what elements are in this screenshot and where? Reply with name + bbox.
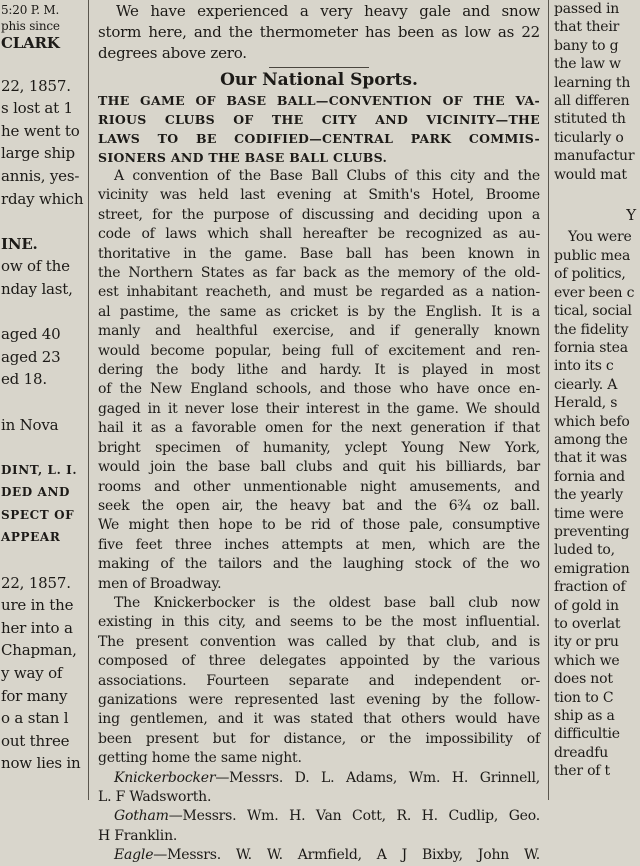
right-column-line: ever been c: [554, 284, 635, 301]
right-column-line: of politics,: [554, 266, 626, 283]
body-line: The Knickerbocker is the oldest base ball club now: [114, 594, 540, 611]
club-delegates: —Messrs. D. L. Adams, Wm. H. Grinnell,: [215, 769, 540, 786]
left-column-line: INE.: [1, 234, 38, 253]
left-column-line: annis, yes-: [1, 166, 80, 185]
right-column-line: You were: [568, 229, 632, 246]
body-line: manly and healthful exercise, and if generally known: [98, 323, 540, 340]
right-column-line: which befo: [554, 413, 630, 430]
left-column-line: large ship: [1, 144, 75, 163]
body-line: composed of three delegates appointed by the various: [98, 653, 540, 670]
body-line: est inhabitant reacheth, and must be regarded as a nation-: [98, 284, 540, 301]
left-column-line: CLARK: [1, 34, 60, 52]
left-column: [0, 0, 82, 800]
body-line: ing gentlemen, and it was stated that others would have: [98, 711, 540, 728]
right-column-line: luded to,: [554, 542, 615, 559]
intro-paragraph: [98, 1, 540, 64]
left-column-text: [0, 0, 82, 775]
left-column-line: 5:20 P. M.: [1, 3, 60, 17]
right-column-line: manufactur: [554, 148, 635, 165]
left-column-line: [1, 301, 82, 324]
body-line: bright specimen of humanity, yclept Young New York,: [98, 439, 540, 456]
right-column-line: to overlat: [554, 616, 621, 632]
right-column-line: ity or pru: [554, 634, 619, 651]
club-delegates: —Messrs. W. W. Armfield, A J Bixby, John W.: [153, 847, 540, 864]
right-column-line: ticularly o: [554, 129, 624, 146]
body-line: getting home the same night.: [98, 750, 302, 767]
left-column-line: phis since: [1, 19, 60, 33]
left-column-line: now lies in: [1, 754, 81, 773]
club-line: [98, 769, 540, 788]
club-line: [98, 807, 540, 826]
right-column-line: learning th: [554, 74, 631, 91]
left-column-line: ow of the: [1, 257, 70, 276]
right-column-line: the fidelity: [554, 321, 629, 338]
right-column-line: the yearly: [554, 487, 623, 504]
right-column-line: fornia stea: [554, 339, 628, 356]
club-delegates: H Franklin.: [98, 827, 178, 844]
right-column-text: [553, 0, 640, 781]
body-line: A convention of the Base Ball Clubs of this city and the: [114, 168, 540, 184]
club-delegates: L. F Wadsworth.: [98, 789, 212, 805]
right-column-line: tical, social: [554, 303, 632, 320]
body-line: dering the body lithe and hardy. It is played in most: [98, 362, 540, 379]
right-column-line: emigration: [554, 560, 630, 577]
left-column-line: 22, 1857.: [1, 573, 71, 592]
right-column-line: that it was: [554, 450, 627, 467]
left-column-line: 22, 1857.: [1, 76, 71, 95]
left-column-line: he went to: [1, 121, 80, 140]
left-column-line: aged 40: [1, 325, 61, 344]
body-line: The present convention was called by that club, and is: [98, 633, 540, 650]
right-column-line: does not: [554, 671, 613, 688]
right-column-line: fraction of: [554, 579, 626, 596]
right-column-line: difficultie: [554, 726, 620, 743]
intro-line: degrees above zero.: [98, 44, 247, 62]
body-line: men of Broadway.: [98, 575, 222, 592]
right-column-line: that their: [554, 19, 620, 36]
body-line: associations. Fourteen separate and independent or-: [98, 672, 540, 689]
body-line: street, for the purpose of discussing and deciding upon a: [98, 206, 540, 223]
body-line: rooms and other unmentionable night amusements, and: [98, 478, 540, 495]
body-line: code of laws which shall hereafter be recognized as au-: [98, 226, 540, 243]
intro-line: storm here, and the thermometer has been as low as 22: [98, 23, 540, 41]
club-line: [98, 827, 540, 846]
body-line: would become popular, being full of excitement and ren-: [98, 342, 540, 359]
left-column-line: [1, 391, 82, 414]
right-column-line: ship as a: [554, 708, 615, 725]
left-column-line: DINT, L. I.: [1, 462, 78, 477]
body-line: We might then hope to be rid of those pale, consumptive: [98, 517, 540, 534]
left-column-line: [1, 52, 82, 75]
headline-rule: [269, 67, 369, 68]
right-column-line: which we: [554, 652, 620, 669]
article-subhead: [98, 91, 540, 167]
club-name: Gotham: [114, 808, 169, 825]
column-rule-left: [88, 0, 89, 800]
main-column: [96, 0, 542, 864]
right-column-line: dreadfu: [554, 744, 609, 761]
right-column-line: would mat: [554, 166, 627, 183]
right-column-line: the law w: [554, 56, 621, 73]
intro-line: We have experienced a very heavy gale and snow: [116, 2, 540, 20]
right-column-line: bany to g: [554, 37, 619, 54]
subhead-line: RIOUS CLUBS OF THE CITY AND VICINITY—THE: [98, 112, 540, 127]
left-column-line: rday which: [1, 189, 84, 208]
left-column-line: APPEAR: [1, 530, 61, 545]
left-column-line: y way of: [1, 664, 63, 683]
subhead-line: LAWS TO BE CODIFIED—CENTRAL PARK COMMIS-: [98, 131, 540, 146]
article-headline: Our National Sports.: [220, 70, 418, 90]
body-line: ganizations were represented last evening by the follow-: [98, 691, 540, 708]
right-column-line: into its c: [554, 358, 614, 375]
right-column-line: ciearly. A: [554, 376, 618, 393]
right-column-line: passed in: [554, 1, 620, 17]
left-column-line: her into a: [1, 618, 73, 637]
body-line: making of the tailors and the laughing stock of the wo: [98, 556, 540, 573]
club-delegates-list: [98, 769, 540, 866]
body-line: five feet three inches attempts at men, which are the: [98, 536, 540, 553]
right-column-line: time were: [554, 505, 624, 522]
left-column-line: for many: [1, 686, 68, 705]
right-column-line: Herald, s: [554, 395, 618, 412]
left-column-line: [1, 436, 82, 459]
left-column-line: aged 23: [1, 347, 61, 366]
body-line: existing in this city, and seems to be the most influential.: [98, 614, 540, 631]
column-rule-right: [548, 0, 549, 800]
left-column-line: DED AND: [1, 485, 71, 500]
article-body: [98, 167, 540, 769]
club-line: [98, 788, 540, 807]
right-column-line: ther of t: [554, 763, 610, 780]
left-column-line: o a stan l: [1, 709, 69, 728]
body-line: hail it as a favorable omen for the next generation if that: [98, 420, 540, 437]
body-line: would join the base ball clubs and quit his billiards, bar: [98, 459, 540, 476]
body-line: of the New England schools, and those who have once en-: [98, 381, 540, 398]
right-column-line: among the: [554, 431, 628, 448]
right-column-line: of gold in: [554, 597, 619, 614]
body-line: thoritative in the game. Base ball has been known in: [98, 245, 540, 262]
body-line: the Northern States as far back as the memory of the old-: [98, 265, 540, 282]
right-column: [553, 0, 640, 800]
body-line: al pastime, the same as cricket is by the English. It is a: [98, 303, 540, 320]
right-column-line: [554, 184, 640, 202]
subhead-line: THE GAME OF BASE BALL—CONVENTION OF THE VA-: [98, 93, 540, 108]
left-column-line: nday last,: [1, 279, 73, 298]
subhead-line: SIONERS AND THE BASE BALL CLUBS.: [98, 150, 388, 165]
body-line: vicinity was held last evening at Smith's Hotel, Broome: [98, 187, 540, 204]
body-line: gaged in it never lose their interest in the game. We should: [98, 400, 540, 417]
club-delegates: —Messrs. Wm. H. Van Cott, R. H. Cudlip, Geo.: [168, 808, 540, 825]
right-column-line: public mea: [554, 247, 631, 264]
club-line: [98, 846, 540, 865]
left-column-line: out three: [1, 731, 70, 750]
left-column-line: ure in the: [1, 596, 74, 615]
right-column-line: stituted th: [554, 111, 626, 128]
right-column-line: preventing: [554, 523, 630, 540]
left-column-line: SPECT OF: [1, 507, 75, 522]
right-column-line: Y: [626, 206, 636, 225]
left-column-line: Chapman,: [1, 641, 77, 660]
right-column-line: fornia and: [554, 468, 625, 485]
left-column-line: [1, 549, 82, 572]
right-column-line: all differen: [554, 93, 630, 110]
left-column-line: in Nova: [1, 415, 59, 434]
right-column-line: tion to C: [554, 689, 614, 706]
left-column-line: [1, 210, 82, 233]
body-line: seek the open air, the heavy bat and the 6¾ oz ball.: [98, 497, 540, 514]
left-column-line: s lost at 1: [1, 99, 73, 118]
club-name: Eagle: [114, 847, 154, 864]
club-name: Knickerbocker: [114, 769, 216, 786]
left-column-line: ed 18.: [1, 370, 47, 389]
body-line: been present but for distance, or the impossibility of: [98, 730, 540, 747]
